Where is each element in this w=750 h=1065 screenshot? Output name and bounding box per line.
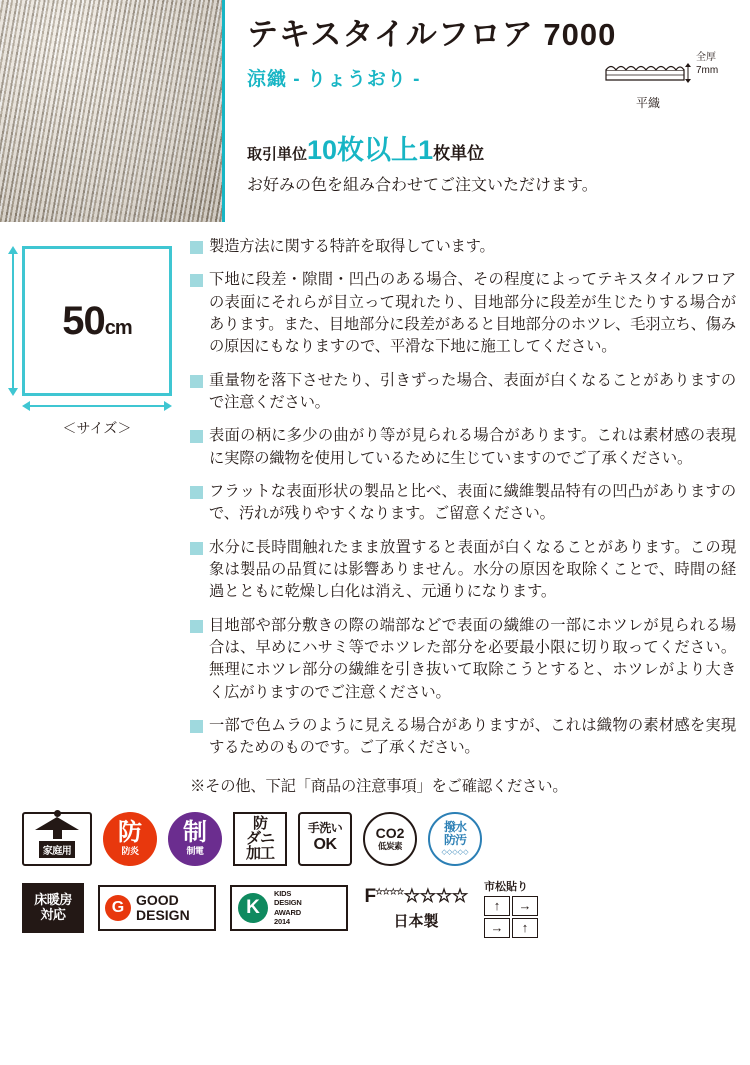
person-shape xyxy=(53,819,62,839)
low-carbon-label: 低炭素 xyxy=(377,840,402,851)
anti-mite-text-3: 加工 xyxy=(245,845,274,863)
paste-cell: ↑ xyxy=(484,896,510,916)
paste-direction-icon xyxy=(484,878,562,938)
kids-design-text-2: DESIGN xyxy=(274,898,302,908)
fire-retardant-icon xyxy=(103,812,157,866)
note-text: 表面の柄に多少の曲がり等が見られる場合があります。これは素材感の表現に実際の織物を使用しているために生じていますのでご了承ください。 xyxy=(209,427,736,467)
water-repellent-dots: ◇◇◇◇◇ xyxy=(441,848,469,856)
square-bullet-icon xyxy=(190,430,203,443)
home-use-label: 家庭用 xyxy=(39,841,76,858)
page-subtitle: 涼織 - りょうおり - xyxy=(247,69,421,91)
weave-type-caption: 平織 xyxy=(635,96,660,110)
square-bullet-icon xyxy=(190,720,203,733)
f-star-rating xyxy=(364,885,467,908)
note-text: 重量物を落下させたり、引きずった場合、表面が白くなることがありますので注意ください。 xyxy=(209,371,736,411)
size-arrow-vertical-icon xyxy=(6,246,20,396)
list-item xyxy=(190,269,736,358)
low-carbon-icon xyxy=(363,812,417,866)
square-bullet-icon xyxy=(190,375,203,388)
paste-direction-grid xyxy=(484,896,562,938)
hand-wash-ok: OK xyxy=(313,836,337,854)
good-design-label xyxy=(136,893,190,922)
size-column xyxy=(0,236,190,806)
size-diagram xyxy=(22,246,172,396)
trade-unit-label: 取引単位 xyxy=(247,146,308,163)
square-bullet-icon xyxy=(190,620,203,633)
list-item xyxy=(190,537,736,604)
note-text: 一部で色ムラのように見える場合がありますが、これは織物の素材感を実現するためのものです。ご了承ください。 xyxy=(209,716,736,757)
f-four-star-icon xyxy=(362,885,470,931)
paste-cell: → xyxy=(484,918,510,938)
certification-icons xyxy=(0,806,750,938)
order-note: お好みの色を組み合わせてご注文いただけます。 xyxy=(247,177,598,194)
note-text: 製造方法に関する特許を取得しています。 xyxy=(209,238,495,255)
f-label: F xyxy=(364,885,376,907)
good-design-mark: G xyxy=(105,895,131,921)
size-square xyxy=(22,246,172,396)
trade-unit-min: 10枚以上 xyxy=(307,135,419,165)
footnote: ※その他、下記「商品の注意事項」をご確認ください。 xyxy=(190,777,568,795)
size-value-group xyxy=(62,299,131,344)
kids-design-mark: K xyxy=(238,893,268,923)
size-arrow-horizontal-icon xyxy=(22,399,172,413)
list-item xyxy=(190,481,736,526)
co2-text: CO2 xyxy=(375,825,405,842)
floor-heating-icon xyxy=(22,883,84,933)
size-caption: ＜サイズ＞ xyxy=(62,420,132,436)
anti-mite-text-2: ダニ xyxy=(245,830,274,848)
hand-wash-icon xyxy=(298,812,352,866)
f-stars: ☆☆☆☆ xyxy=(403,885,468,907)
floor-heating-text-2: 対応 xyxy=(40,906,66,922)
product-swatch-image xyxy=(0,0,222,222)
header-text-block xyxy=(222,0,750,222)
thickness-cross-section-icon xyxy=(602,52,694,92)
note-text: 水分に長時間触れたまま放置すると表面が白くなることがあります。この現象は製品の品質には影響ありません。水分の原因を取除くことで、時間の経過とともに乾燥し白化は消え、元通りになります。 xyxy=(209,538,736,601)
notes-list xyxy=(190,236,740,806)
trade-unit-line xyxy=(247,128,484,167)
note-text: 目地部や部分敷きの際の端部などで表面の繊維の一部にホツレが見られる場合は、早めにハサミ等でホツレた部分を必要最小限に切り取ってください。無理にホツレ部分の繊維を引き抜いて取除こうとすると、ホツレがより大きく広がりますのでご注意ください。 xyxy=(209,616,736,701)
paste-cell: → xyxy=(512,896,538,916)
square-bullet-icon xyxy=(190,542,203,555)
antistatic-label: 制電 xyxy=(186,846,204,857)
square-bullet-icon xyxy=(190,486,203,499)
list-item xyxy=(190,236,736,258)
paste-direction-label: 市松貼り xyxy=(484,880,528,893)
kids-design-text-1: KIDS xyxy=(274,888,292,898)
thickness-diagram xyxy=(602,52,742,111)
trade-unit-suffix: 枚単位 xyxy=(433,144,485,163)
made-in-japan-label: 日本製 xyxy=(393,912,439,930)
kids-design-text-3: AWARD xyxy=(274,907,301,917)
swatch-shading xyxy=(0,0,222,222)
page-title: テキスタイルフロア 7000 xyxy=(247,17,617,52)
water-repellent-text-2: 防汚 xyxy=(443,833,466,848)
icon-row-secondary xyxy=(22,878,750,938)
anti-mite-text-1: 防 xyxy=(252,815,267,833)
list-item xyxy=(190,425,736,470)
good-design-icon xyxy=(98,885,216,931)
note-text: フラットな表面形状の製品と比べ、表面に繊維製品特有の凹凸がありますので、汚れが残りやすくなります。ご留意ください。 xyxy=(209,482,736,523)
kids-design-text-4: 2014 xyxy=(274,916,290,926)
note-text: 下地に段差・隙間・凹凸のある場合、その程度によってテキスタイルフロアの表面にそれらが目立って現れたり、目地部分に段差が生じたりする場合があります。また、目地部分に段差があると目地部分のホツレ、毛羽立ち、傷みの原因にもなりますので、平滑な下地に施工してください。 xyxy=(209,271,736,356)
kids-design-label xyxy=(274,889,302,927)
antistatic-icon xyxy=(168,812,222,866)
fire-retardant-mark: 防 xyxy=(118,819,142,847)
fire-retardant-label: 防炎 xyxy=(121,846,139,857)
water-repellent-icon xyxy=(428,812,482,866)
size-value: 50 xyxy=(62,298,105,343)
f-sup: ☆☆☆☆ xyxy=(375,886,404,897)
list-item xyxy=(190,370,736,415)
good-design-text-2: DESIGN xyxy=(136,906,190,923)
list-item xyxy=(190,615,736,704)
main-content xyxy=(0,222,750,806)
anti-mite-icon xyxy=(233,812,287,866)
home-use-icon xyxy=(22,812,92,866)
paste-cell: ↑ xyxy=(512,918,538,938)
hand-wash-label: 手洗い xyxy=(307,821,343,836)
list-item xyxy=(190,715,736,760)
square-bullet-icon xyxy=(190,241,203,254)
antistatic-mark: 制 xyxy=(183,819,207,847)
product-header xyxy=(0,0,750,222)
water-repellent-text-1: 撥水 xyxy=(443,819,466,834)
good-design-text-1: GOOD xyxy=(136,891,179,908)
floor-heating-text-1: 床暖房 xyxy=(34,892,72,908)
icon-row-primary xyxy=(22,812,750,866)
size-unit: cm xyxy=(104,316,132,339)
trade-unit-count: 1 xyxy=(418,135,434,165)
kids-design-icon xyxy=(230,885,348,931)
thickness-value: 7mm xyxy=(696,64,719,76)
square-bullet-icon xyxy=(190,274,203,287)
thickness-total-label: 全厚 xyxy=(696,52,716,63)
